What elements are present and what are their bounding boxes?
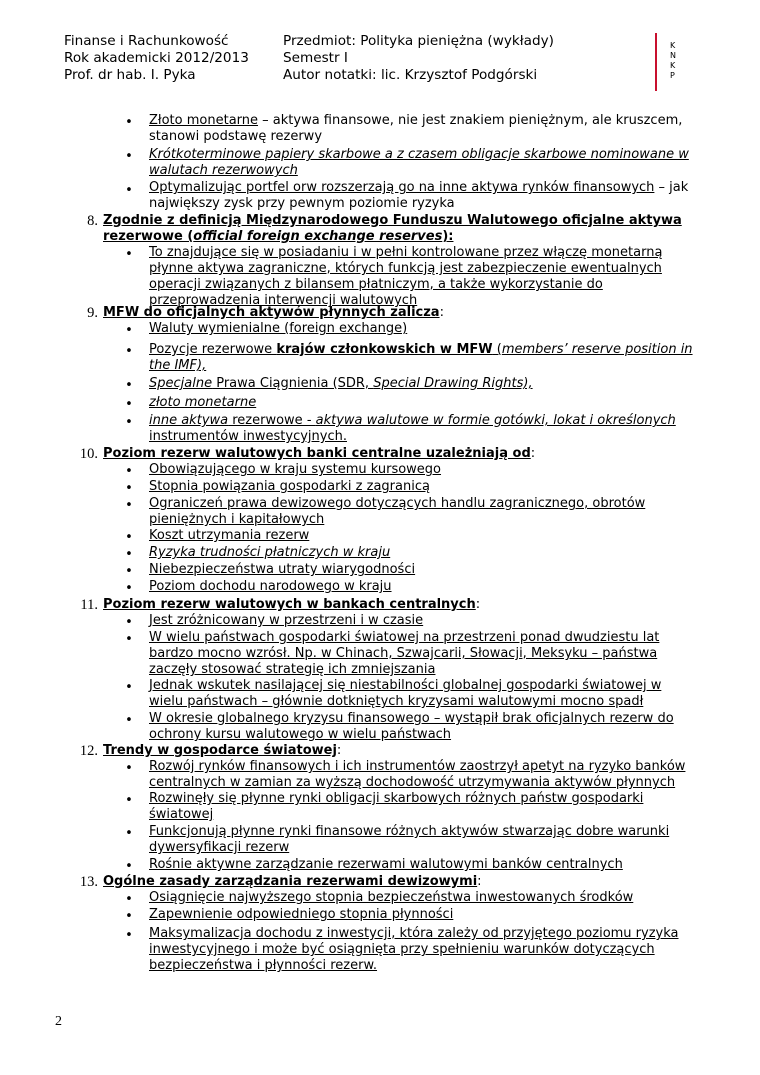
bullet-icon: • [125, 859, 133, 874]
list-item: Rozwinęły się płynne rynki obligacji skarbowych różnych państw gospodarki światowej [149, 791, 644, 822]
bullet-icon: • [125, 481, 133, 496]
section-8-number: 8. [87, 213, 98, 229]
list-item: Maksymalizacja dochodu z inwestycji, która zależy od przyjętego poziomu ryzyka inwestycyjnego i może być osiągnięta przy spełnieniu warunków dotyczących bezpieczeństwa i płynności rezerw. [149, 926, 679, 973]
list-item: W okresie globalnego kryzysu finansowego – wystąpił brak oficjalnych rezerw do ochrony kursu walutowego w wielu państwach [149, 711, 674, 742]
bullet-icon: • [125, 149, 133, 164]
list-item: Obowiązującego w kraju systemu kursowego [149, 462, 442, 477]
list-item: Zapewnienie odpowiedniego stopnia płynności [149, 907, 454, 922]
list-item: Pozycje rezerwowe krajów członkowskich w MFW (members’ reserve position in the IMF), [149, 342, 693, 373]
list-item: To znajdujące się w posiadaniu i w pełni kontrolowane przez włączę monetarną płynne aktywa zagraniczne, których funkcją jest zabezpieczenie ewentualnych operacji związanych z bilansem płatniczym, a także wykorzystanie do przeprowadzenia interwencji walutowych [149, 245, 663, 308]
list-item: Ryzyka trudności płatniczych w kraju [149, 545, 391, 560]
bullet-icon: • [125, 826, 133, 841]
bullet-icon: • [125, 615, 133, 630]
section-13-number: 13. [79, 874, 98, 890]
section-12-number: 12. [79, 743, 98, 759]
bullet-icon: • [125, 115, 133, 130]
list-item: Osiągnięcie najwyższego stopnia bezpieczeństwa inwestowanych środków [149, 890, 634, 905]
bullet-icon: • [125, 793, 133, 808]
list-item: Optymalizując portfel orw rozszerzają go na inne aktywa rynków finansowych – jak największy zysk przy pewnym poziomie ryzyka [149, 180, 689, 211]
list-item: Rośnie aktywne zarządzanie rezerwami walutowymi banków centralnych [149, 857, 623, 872]
list-item: Krótkoterminowe papiery skarbowe a z czasem obligacje skarbowe nominowane w walutach rezerwowych [149, 147, 689, 178]
bullet-icon: • [125, 183, 133, 198]
list-item: Waluty wymienialne (foreign exchange) [149, 321, 408, 336]
list-item: Koszt utrzymania rezerw [149, 528, 310, 543]
list-item: Jest zróżnicowany w przestrzeni i w czasie [149, 613, 424, 628]
bullet-icon: • [125, 892, 133, 907]
section-12-title: Trendy w gospodarce światowej: [103, 743, 342, 758]
bullet-icon: • [125, 909, 133, 924]
section-11-title: Poziom rezerw walutowych w bankach centralnych: [103, 597, 481, 612]
list-item: Funkcjonują płynne rynki finansowe różnych aktywów stwarzając dobre warunki dywersyfikacji rezerw [149, 824, 670, 855]
bullet-icon: • [125, 464, 133, 479]
bullet-icon: • [125, 547, 133, 562]
knkp-logo [655, 33, 695, 91]
bullet-icon: • [125, 680, 133, 695]
logo-letters: K N K P [670, 41, 676, 80]
bullet-icon: • [125, 415, 133, 430]
bullet-icon: • [125, 323, 133, 338]
list-item: Ograniczeń prawa dewizowego dotyczących handlu zagranicznego, obrotów pieniężnych i kapitałowych [149, 496, 646, 527]
list-item: Poziom dochodu narodowego w kraju [149, 579, 392, 594]
section-9-title: MFW do oficjalnych aktywów płynnych zalicza: [103, 305, 444, 320]
logo-red-bar [655, 33, 657, 91]
bullet-icon: • [125, 530, 133, 545]
header-semester: Semestr I [283, 50, 348, 66]
bullet-icon: • [125, 498, 133, 513]
header-subject-info [283, 33, 554, 84]
bullet-icon: • [125, 247, 133, 262]
section-13-title: Ogólne zasady zarządzania rezerwami dewizowymi: [103, 874, 482, 889]
bullet-icon: • [125, 761, 133, 776]
section-8-title: Zgodnie z definicją Międzynarodowego Funduszu Walutowego oficjalne aktywa rezerwowe (official foreign exchange reserves): [103, 213, 682, 244]
header-course-info [64, 33, 249, 84]
header-professor: Prof. dr hab. I. Pyka [64, 67, 196, 83]
list-item: Rozwój rynków finansowych i ich instrumentów zaostrzył apetyt na ryzyko banków centralnych w zamian za wyższą dochodowość utrzymywania aktywów płynnych [149, 759, 686, 790]
bullet-icon: • [125, 397, 133, 412]
bullet-icon: • [125, 344, 133, 359]
header-course-name: Finanse i Rachunkowość [64, 33, 229, 49]
list-item: Stopnia powiązania gospodarki z zagranicą [149, 479, 430, 494]
header-academic-year: Rok akademicki 2012/2013 [64, 50, 249, 66]
header-subject: Przedmiot: Polityka pieniężna (wykłady) [283, 33, 554, 49]
bullet-icon: • [125, 713, 133, 728]
bullet-icon: • [125, 564, 133, 579]
list-item: Jednak wskutek nasilającej się niestabilności globalnej gospodarki światowej w wielu państwach – głównie dotkniętych kryzysami walutowymi mocno spadł [149, 678, 662, 709]
bullet-icon: • [125, 378, 133, 393]
section-11-number: 11. [80, 597, 98, 613]
section-9-number: 9. [87, 305, 98, 321]
list-item: W wielu państwach gospodarki światowej na przestrzeni ponad dwudziestu lat bardzo mocno wzrósł. Np. w Chinach, Szwajcarii, Słowacji, Meksyku – państwa zaczęły stosować strategię ich zmniejszania [149, 630, 660, 677]
bullet-icon: • [125, 632, 133, 647]
section-10-title: Poziom rezerw walutowych banki centralne uzależniają od: [103, 446, 536, 461]
list-item: Specjalne Prawa Ciągnienia (SDR, Special Drawing Rights), [149, 376, 533, 391]
bullet-icon: • [125, 581, 133, 596]
bullet-icon: • [125, 928, 133, 943]
list-item: inne aktywa rezerwowe - aktywa walutowe w formie gotówki, lokat i określonych instrumentów inwestycyjnych. [149, 413, 676, 444]
list-item: złoto monetarne [149, 395, 257, 410]
header-author: Autor notatki: lic. Krzysztof Podgórski [283, 67, 538, 83]
list-item: Złoto monetarne – aktywa finansowe, nie jest znakiem pieniężnym, ale kruszcem, stanowi podstawę rezerwy [149, 113, 683, 144]
section-10-number: 10. [79, 446, 98, 462]
page-number: 2 [55, 1014, 62, 1029]
list-item: Niebezpieczeństwa utraty wiarygodności [149, 562, 416, 577]
